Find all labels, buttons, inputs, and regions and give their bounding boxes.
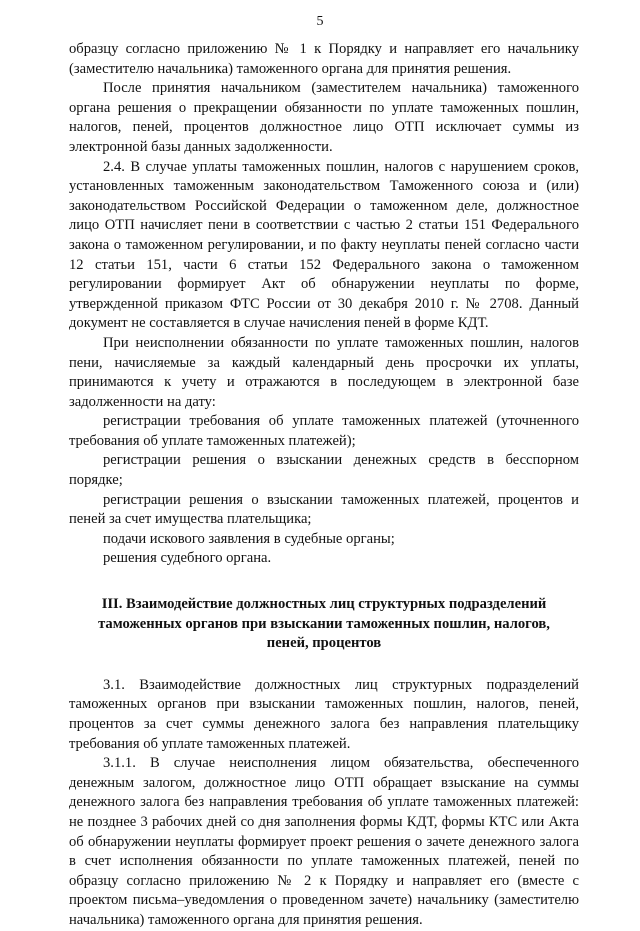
paragraph-penalty-accounting: При неисполнении обязанности по уплате таможенных пошлин, налогов пени, начисляемые за каждый календарный день просрочки их уплаты, принимаются к учету и отражаются в последующем в электронной базе задолженности на дату: (69, 334, 579, 410)
paragraph-3-1: 3.1. Взаимодействие должностных лиц структурных подразделений таможенных органов при взыскании таможенных пошлин, налогов, пеней, процентов за счет суммы денежного залога без направления плательщику требования об уплате таможенных платежей. (69, 676, 579, 752)
section-heading: III. Взаимодействие должностных лиц структурных подразделений таможенных органов при взыскании таможенных пошлин, налогов, пеней, процентов (98, 596, 550, 652)
document-body (69, 40, 579, 931)
page-number: 5 (316, 14, 324, 29)
list-item: решения судебного органа. (103, 550, 272, 567)
list-item: подачи искового заявления в судебные органы; (103, 530, 395, 547)
list-item: регистрации требования об уплате таможенных платежей (уточненного требования об уплате таможенных платежей); (69, 413, 579, 449)
paragraph-3-1-1: 3.1.1. В случае неисполнения лицом обязательства, обеспеченного денежным залогом, должностное лицо ОТП обращает взыскание на суммы денежного залога без направления требования об уплате таможенных платежей: не позднее 3 рабочих дней со дня заполнения формы КДТ, формы КТС или Акта об обнаружении неуплаты формирует проект решения о зачете денежного залога в счет исполнения обязанности по уплате таможенных платежей, пеней по образцу согласно приложению № 2 к Порядку и направляет его (вместе с проектом письма–уведомления о проведенном зачете) начальнику (заместителю начальника) таможенного органа для принятия решения. (69, 755, 579, 928)
list-item: регистрации решения о взыскании денежных средств в бесспорном порядке; (69, 452, 579, 489)
paragraph-continuation: образцу согласно приложению № 1 к Порядку и направляет его начальнику (заместителю начальника) таможенного органа для принятия решения. (69, 41, 579, 77)
paragraph-debt-exclusion: После принятия начальником (заместителем начальника) таможенного органа решения о прекращении обязанности по уплате таможенных пошлин, налогов, пеней, процентов должностное лицо ОТП исключает суммы из электронной базы данных задолженности. (69, 80, 579, 155)
list-item: регистрации решения о взыскании таможенных платежей, процентов и пеней за счет имущества плательщика; (69, 491, 579, 528)
paragraph-2-4: 2.4. В случае уплаты таможенных пошлин, налогов с нарушением сроков, установленных таможенным законодательством Таможенного союза и (или) законодательством Российской Федерации о таможенном деле, должностное лицо ОТП начисляет пени в соответствии с частью 2 статьи 151 Федерального закона о таможенном регулировании, и по факту неуплаты пеней согласно части 12 статьи 151, части 6 статьи 152 Федерального закона о таможенном регулировании формирует Акт об обнаружении неуплаты по форме, утвержденной приказом ФТС России от 30 декабря 2010 г. № 2708. Данный документ не составляется в случае начисления пеней в форме КДТ. (69, 158, 579, 332)
